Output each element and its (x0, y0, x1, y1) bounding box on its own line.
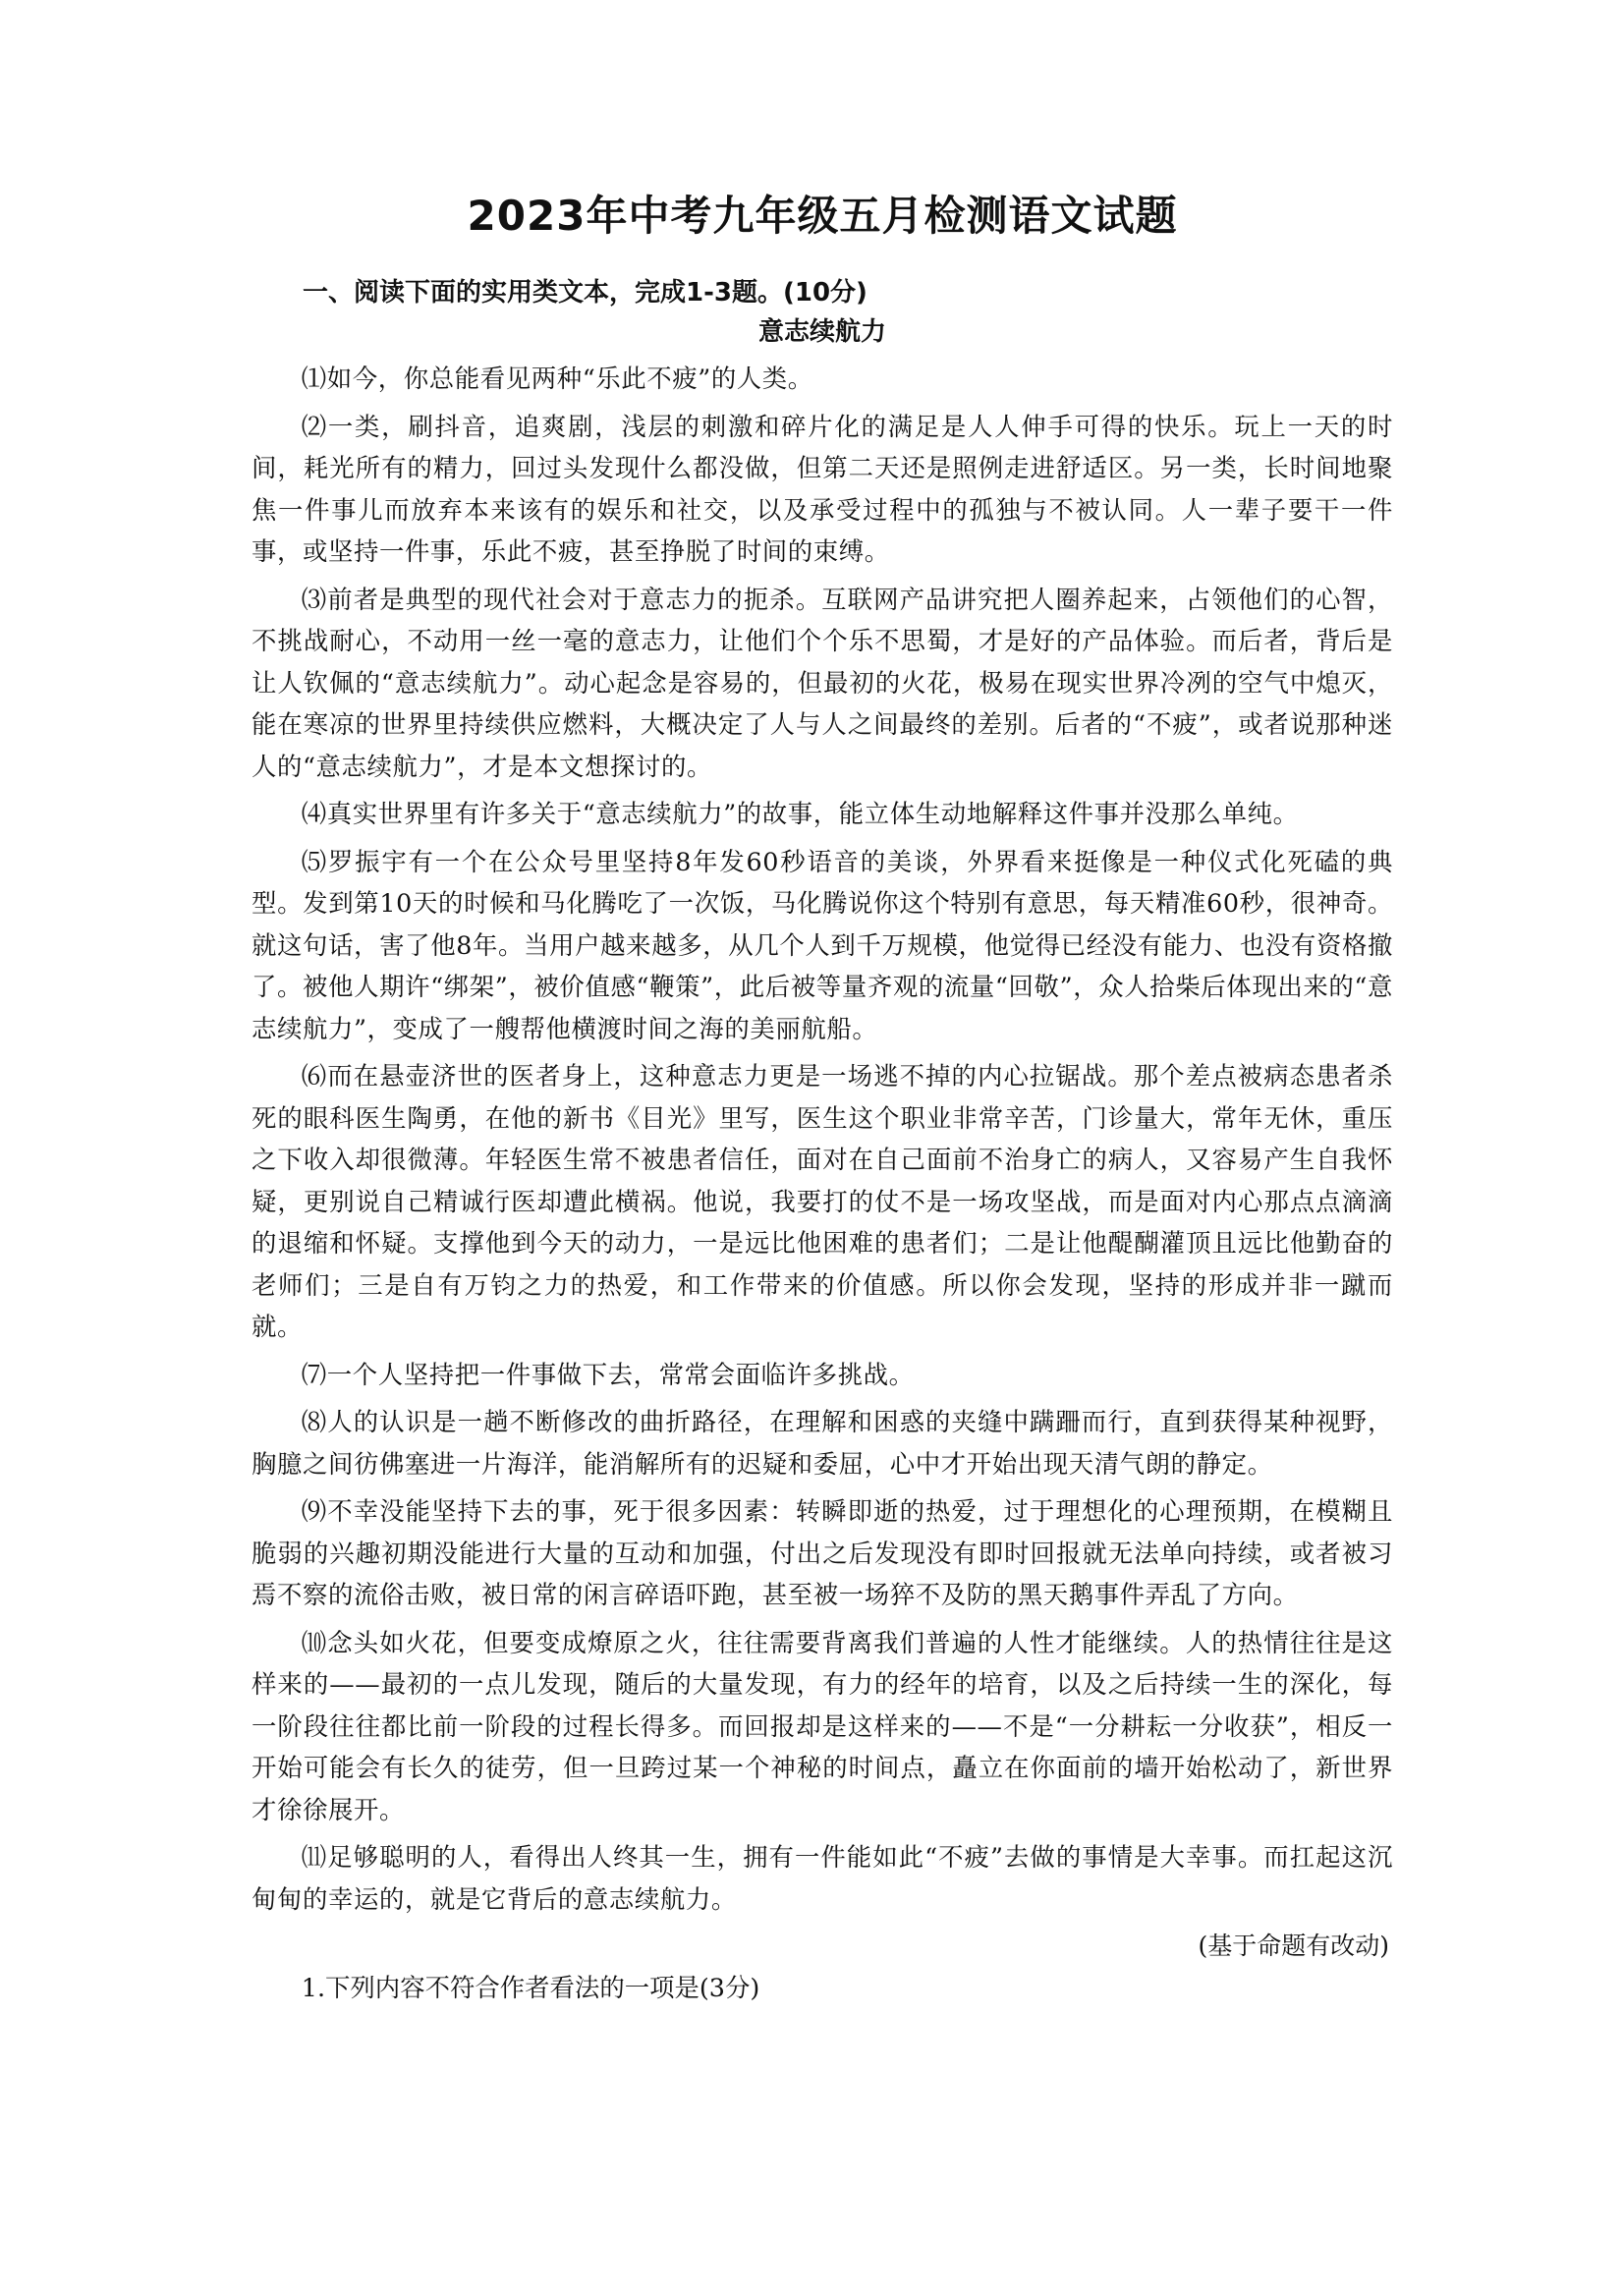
paragraph-9: ⑼不幸没能坚持下去的事，死于很多因素：转瞬即逝的热爱，过于理想化的心理预期，在模糊且脆弱的兴趣初期没能进行大量的互动和加强，付出之后发现没有即时回报就无法单向持续，或者被习焉不察的流俗击败，被日常的闲言碎语吓跑，甚至被一场猝不及防的黑天鹅事件弄乱了方向。 (252, 1496, 1393, 1609)
paragraph-11: ⑾足够聪明的人，看得出人终其一生，拥有一件能如此“不疲”去做的事情是大幸事。而扛起这沉甸甸的幸运的，就是它背后的意志续航力。 (252, 1842, 1393, 1914)
paragraph-6: ⑹而在悬壶济世的医者身上，这种意志力更是一场逃不掉的内心拉锯战。那个差点被病态患者杀死的眼科医生陶勇，在他的新书《目光》里写，医生这个职业非常辛苦，门诊量大，常年无休，重压之下收入却很微薄。年轻医生常不被患者信任，面对在自己面前不治身亡的病人，又容易产生自我怀疑，更别说自己精诚行医却遭此横祸。他说，我要打的仗不是一场攻坚战，而是面对内心那点点滴滴的退缩和怀疑。支撑他到今天的动力，一是远比他困难的患者们；二是让他醍醐灌顶且远比他勤奋的老师们；三是自有万钧之力的热爱，和工作带来的价值感。所以你会发现，坚持的形成并非一蹴而就。 (252, 1061, 1393, 1341)
article-body (252, 358, 1393, 1920)
exam-title: 2023年中考九年级五月检测语文试题 (467, 192, 1178, 240)
paragraph-8: ⑻人的认识是一趟不断修改的曲折路径，在理解和困惑的夹缝中蹒跚而行，直到获得某种视野，胸臆之间彷佛塞进一片海洋，能消解所有的迟疑和委屈，心中才开始出现天清气朗的静定。 (252, 1407, 1393, 1479)
paragraph-1: ⑴如今，你总能看见两种“乐此不疲”的人类。 (301, 364, 813, 393)
paragraph-10: ⑽念头如火花，但要变成燎原之火，往往需要背离我们普遍的人性才能继续。人的热情往往是这样来的——最初的一点儿发现，随后的大量发现，有力的经年的培育，以及之后持续一生的深化，每一阶段往往都比前一阶段的过程长得多。而回报却是这样来的——不是“一分耕耘一分收获”，相反一开始可能会有长久的徒劳，但一旦跨过某一个神秘的时间点，矗立在你面前的墙开始松动了，新世界才徐徐展开。 (252, 1627, 1393, 1824)
question-1: 1.下列内容不符合作者看法的一项是(3分) (301, 1973, 760, 2002)
paragraph-7: ⑺一个人坚持把一件事做下去，常常会面临许多挑战。 (301, 1359, 915, 1389)
paragraph-2: ⑵一类，刷抖音，追爽剧，浅层的刺激和碎片化的满足是人人伸手可得的快乐。玩上一天的时间，耗光所有的精力，回过头发现什么都没做，但第二天还是照例走进舒适区。另一类，长时间地聚焦一件事儿而放弃本来该有的娱乐和社交，以及承受过程中的孤独与不被认同。人一辈子要干一件事，或坚持一件事，乐此不疲，甚至挣脱了时间的束缚。 (252, 411, 1393, 566)
paragraph-3: ⑶前者是典型的现代社会对于意志力的扼杀。互联网产品讲究把人圈养起来，占领他们的心智，不挑战耐心，不动用一丝一毫的意志力，让他们个个乐不思蜀，才是好的产品体验。而后者，背后是让人钦佩的“意志续航力”。动心起念是容易的，但最初的火花，极易在现实世界冷冽的空气中熄灭，能在寒凉的世界里持续供应燃料，大概决定了人与人之间最终的差别。后者的“不疲”，或者说那种迷人的“意志续航力”，才是本文想探讨的。 (252, 584, 1393, 781)
paragraph-4: ⑷真实世界里有许多关于“意志续航力”的故事，能立体生动地解释这件事并没那么单纯。 (301, 799, 1299, 828)
article-title: 意志续航力 (757, 317, 886, 347)
section-heading: 一、阅读下面的实用类文本，完成1-3题。(10分) (303, 278, 867, 308)
exam-page (252, 189, 1393, 2008)
paragraph-5: ⑸罗振宇有一个在公众号里坚持8年发60秒语音的美谈，外界看来挺像是一种仪式化死磕的典型。发到第10天的时候和马化腾吃了一次饭，马化腾说你这个特别有意思，每天精准60秒，很神奇。就这句话，害了他8年。当用户越来越多，从几个人到千万规模，他觉得已经没有能力、也没有资格撤了。被他人期许“绑架”，被价值感“鞭策”，此后被等量齐观的流量“回敬”，众人拾柴后体现出来的“意志续航力”，变成了一艘帮他横渡时间之海的美丽航船。 (252, 846, 1393, 1043)
source-note: (基于命题有改动) (1198, 1932, 1389, 1960)
